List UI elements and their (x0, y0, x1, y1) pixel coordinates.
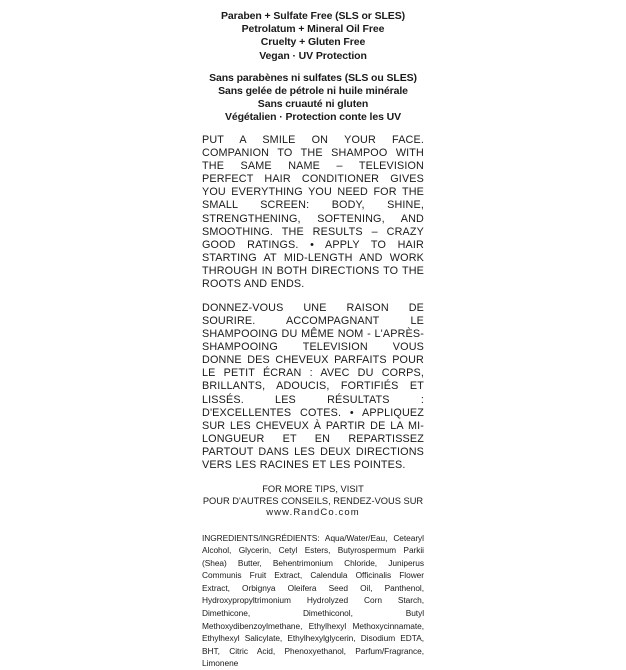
claim-line: Sans parabènes ni sulfates (SLS ou SLES) (209, 71, 417, 84)
claim-line: Paraben + Sulfate Free (SLS or SLES) (221, 10, 405, 22)
website-url: www.RandCo.com (266, 507, 360, 519)
claim-line: Sans cruauté ni gluten (257, 98, 369, 111)
claim-line: Sans gelée de pétrole ni huile minérale (218, 85, 408, 98)
claim-line: Végétalien · Protection conte les UV (224, 111, 402, 124)
tips-english: FOR MORE TIPS, VISIT (262, 483, 364, 494)
description-english: PUT A SMILE ON YOUR FACE. COMPANION TO THE SHAMPOO WITH THE SAME NAME – TELEVISION PERFECT HAIR CONDITIONER GIVES YOU EVERYTHING YOU NEED FOR THE SMALL SCREEN: BODY, SHINE, STRENGTHENING, SOFTENING, AND SMOOTHING. THE RESULTS – CRAZY GOOD RATINGS. • APPLY TO HAIR STARTING AT MID-LENGTH AND WORK THROUGH IN BOTH DIRECTIONS TO THE ROOTS AND ENDS. (202, 133, 424, 291)
tips-french: POUR D'AUTRES CONSEILS, RENDEZ-VOUS SUR (202, 495, 424, 506)
ingredients-list: INGREDIENTS/INGRÉDIENTS: Aqua/Water/Eau, Cetearyl Alcohol, Glycerin, Cetyl Esters, Butyrospermum Parkii (Shea) Butter, Behentrimonium Chloride, Juniperus Communis Fruit Extract, Calendula Officinalis Flower Extract, Orbignya Oleifera Seed Oil, Panthenol, Hydroxypropyltrimonium Hydrolyzed Corn Starch, Dimethicone, Dimethiconol, Butyl Methoxydibenzoylmethane, Ethylhexyl Methoxycinnamate, Ethylhexyl Salicylate, Ethylhexylglycerin, Disodium EDTA, BHT, Citric Acid, Phenoxyethanol, Parfum/Fragrance, Limonene (202, 532, 424, 669)
product-label (202, 10, 424, 670)
claim-line: Vegan · UV Protection (259, 49, 367, 62)
description-french: DONNEZ-VOUS UNE RAISON DE SOURIRE. ACCOMPAGNANT LE SHAMPOOING DU MÊME NOM - L'APRÈS-SHAMPOOING TELEVISION VOUS DONNE DES CHEVEUX PARFAITS POUR LE PETIT ÉCRAN : AVEC DU CORPS, BRILLANTS, ADOUCIS, FORTIFIÉS ET LISSÉS. LES RÉSULTATS : D'EXCELLENTES COTES. • APPLIQUEZ SUR LES CHEVEUX À PARTIR DE LA MI-LONGUEUR ET EN REPARTISSEZ PARTOUT DANS LES DEUX DIRECTIONS VERS LES RACINES ET LES POINTES. (202, 301, 424, 472)
claims-english (202, 10, 424, 63)
claim-line: Cruelty + Gluten Free (260, 36, 366, 49)
tips-block (202, 483, 424, 520)
claims-french (202, 72, 424, 125)
claim-line: Petrolatum + Mineral Oil Free (241, 23, 385, 36)
